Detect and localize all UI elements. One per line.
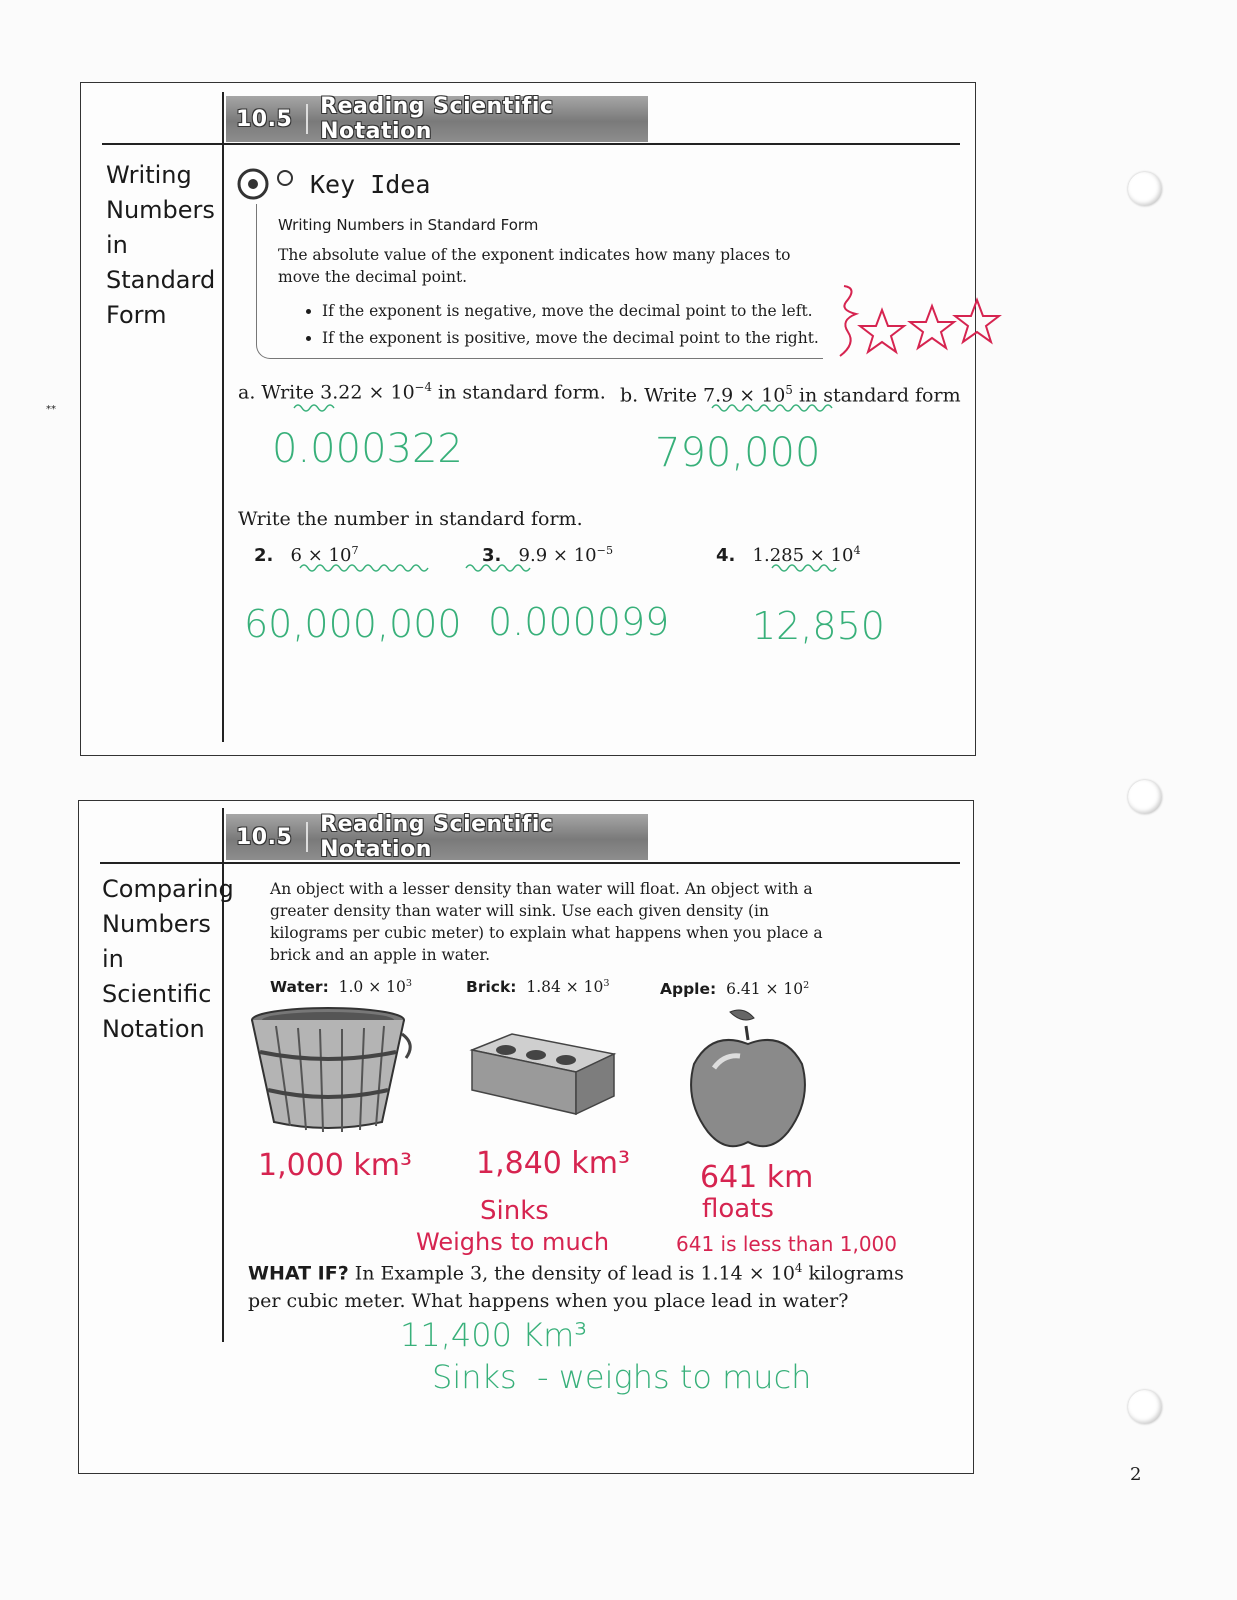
- margin-mark: ⁣⁣**: [46, 404, 56, 415]
- apple-exponent: 2: [803, 980, 810, 991]
- side-label-line: Writing: [106, 161, 192, 189]
- brick-answer: 1,840 km³: [476, 1146, 631, 1181]
- water-label: Water:: [270, 978, 329, 997]
- bucket-illustration: [246, 1004, 416, 1138]
- water-density: [270, 978, 412, 996]
- exercise-2-text: 6 × 10: [290, 545, 352, 566]
- bullet-positive: • If the exponent is positive, move the decimal point to the right.: [322, 325, 838, 352]
- answer-2: 60,000,000: [244, 602, 462, 646]
- example-b-tail: in standard form: [792, 384, 961, 407]
- example-a-tail: in standard form.: [432, 381, 606, 404]
- apple-note-floats: floats: [702, 1194, 774, 1224]
- side-label-line: Notation: [102, 1015, 205, 1043]
- banner-title: Reading Scientific Notation: [320, 812, 554, 862]
- example-a-exponent: −4: [414, 380, 433, 394]
- water-exponent: 3: [405, 978, 412, 989]
- brick-value: 1.84 × 10: [526, 978, 604, 997]
- what-if-line: [248, 1254, 904, 1287]
- apple-illustration: [684, 1004, 814, 1158]
- side-label-line: Form: [106, 301, 167, 329]
- side-label-line: Comparing: [102, 875, 234, 903]
- key-idea-icon: [237, 166, 273, 202]
- apple-label: Apple:: [660, 980, 717, 999]
- side-label-line: Scientific: [102, 980, 212, 1008]
- squiggle-underline: [770, 562, 840, 576]
- apple-density: [660, 980, 809, 998]
- divider-vertical: [222, 92, 224, 742]
- answer-b: 790,000: [655, 430, 821, 476]
- squiggle-underline: [464, 562, 536, 576]
- punch-hole: [1128, 172, 1162, 206]
- squiggle-underline: [292, 402, 342, 414]
- what-if-question: [248, 1254, 904, 1315]
- example-b-exponent: 5: [785, 383, 793, 397]
- apple-note-reason: 641 is less than 1,000: [676, 1232, 897, 1256]
- key-idea-bullets: [278, 298, 838, 352]
- answer-3: 0.000099: [488, 600, 670, 644]
- brick-label: Brick:: [466, 978, 517, 997]
- banner-divider: [306, 104, 308, 134]
- exercise-4-text: 1.285 × 10: [752, 545, 854, 566]
- lead-answer: 11,400 Km³: [400, 1316, 588, 1354]
- squiggle-underline: [710, 402, 840, 416]
- apple-answer: 641 km: [700, 1160, 814, 1195]
- example-a-label: a.: [238, 381, 256, 404]
- key-idea-text: The absolute value of the exponent indicates how many places to move the decimal point.: [278, 246, 791, 286]
- example-b-text: Write 7.9 × 10: [644, 384, 786, 407]
- squiggle-underline: [298, 562, 438, 576]
- section-banner: [226, 96, 648, 142]
- exercise-2-number: 2.: [254, 545, 274, 566]
- banner-number: 10.5: [236, 824, 293, 850]
- example-a: [238, 380, 606, 403]
- banner-number: 10.5: [236, 106, 293, 132]
- what-if-label: WHAT IF?: [248, 1262, 349, 1285]
- exercise-2-exponent: 7: [351, 544, 359, 557]
- key-idea-label: Key Idea: [310, 170, 431, 199]
- exercise-4-exponent: 4: [853, 544, 861, 557]
- example-a-text: Write 3.22 × 10: [261, 381, 415, 404]
- brick-exponent: 3: [603, 978, 610, 989]
- side-label-comparing: [102, 872, 234, 1047]
- lead-note: Sinks - weighs to much: [432, 1358, 812, 1396]
- section-banner: [226, 814, 648, 860]
- brick-note-sinks: Sinks: [480, 1196, 549, 1226]
- exercise-3-number: 3.: [482, 545, 502, 566]
- side-label-line: in: [102, 945, 124, 973]
- what-if-exponent: 4: [794, 1261, 803, 1275]
- punch-hole: [1128, 1390, 1162, 1424]
- bullet-negative: • If the exponent is negative, move the decimal point to the left.: [322, 298, 838, 325]
- what-if-line-2: per cubic meter. What happens when you place lead in water?: [248, 1290, 849, 1313]
- problem-text: An object with a lesser density than water will float. An object with a greater density than water will sink. Use each given density (in kilograms per cubic meter) to explain what happens when you place a brick and an apple in water.: [270, 880, 823, 964]
- side-label-standard-form: [106, 158, 215, 333]
- brick-illustration: [468, 1030, 618, 1124]
- key-idea-subtitle: Writing Numbers in Standard Form: [278, 216, 539, 234]
- exercise-3-exponent: −5: [596, 544, 614, 557]
- banner-divider: [306, 822, 308, 852]
- side-label-line: Standard: [106, 266, 216, 294]
- practice-instruction: Write the number in standard form.: [238, 508, 583, 530]
- side-label-line: Numbers: [102, 910, 211, 938]
- exercise-3-text: 9.9 × 10: [518, 545, 597, 566]
- side-label-line: in: [106, 231, 128, 259]
- divider-horizontal: [100, 862, 960, 864]
- page-number: 2: [1130, 1464, 1142, 1485]
- example-b-label: b.: [620, 384, 639, 407]
- water-answer: 1,000 km³: [258, 1148, 413, 1183]
- brick-note-reason: Weighs to much: [416, 1228, 610, 1256]
- star-annotation-icon: [832, 282, 1002, 366]
- what-if-text: kilograms: [802, 1262, 904, 1285]
- side-label-line: Numbers: [106, 196, 215, 224]
- water-value: 1.0 × 10: [338, 978, 406, 997]
- banner-title: Reading Scientific Notation: [320, 94, 554, 144]
- answer-a: 0.000322: [272, 426, 463, 472]
- punch-hole: [1128, 780, 1162, 814]
- exercise-4-number: 4.: [716, 545, 736, 566]
- what-if-text: In Example 3, the density of lead is 1.14 × 10: [348, 1262, 795, 1285]
- answer-4: 12,850: [752, 604, 885, 648]
- apple-value: 6.41 × 10: [726, 980, 804, 999]
- brick-density: [466, 978, 610, 996]
